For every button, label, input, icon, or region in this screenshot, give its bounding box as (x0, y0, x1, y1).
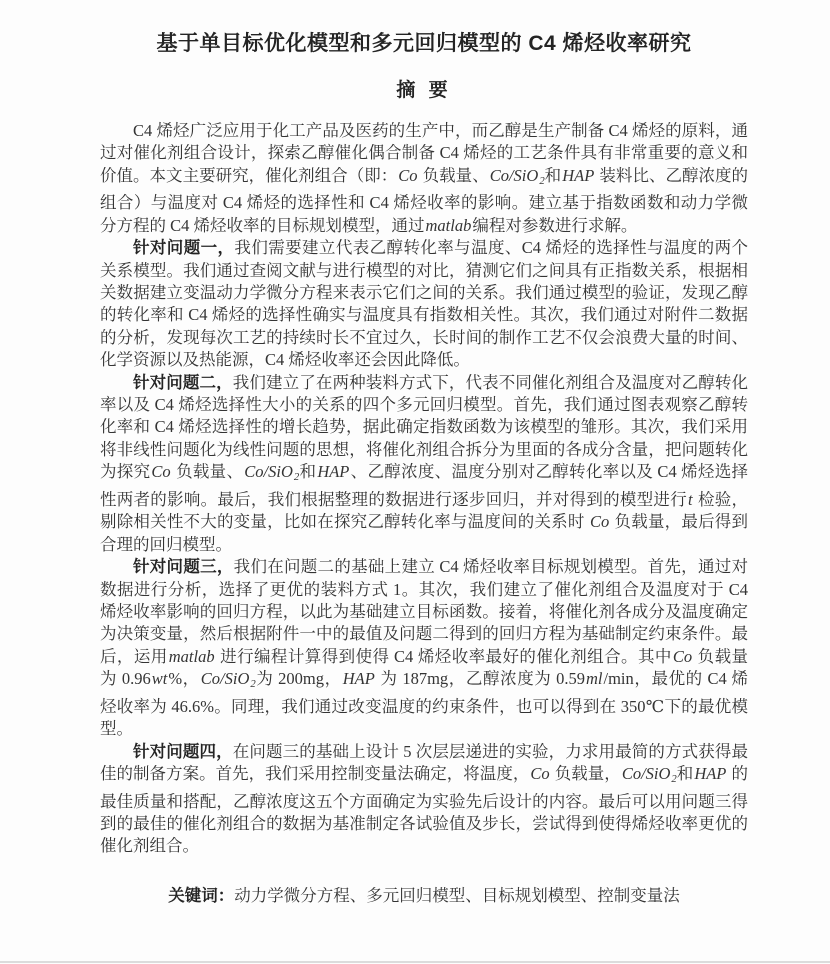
abstract-body (100, 120, 748, 858)
abstract-paragraph-problem-1: 针对问题一，我们需要建立代表乙醇转化率与温度、C4 烯烃的选择性与温度的两个关系模型。我们通过查阅文献与进行模型的对比，猜测它们之间具有正指数关系，根据相关数据建立变温动力学微分方程来表示它们之间的关系。我们通过模型的验证，发现乙醇的转化率和 C4 烯烃的选择性确实与温度具有指数相关性。其次，我们通过对附件二数据的分析，发现每次工艺的持续时长不宜过久，长时间的制作工艺不仅会浪费大量的时间、化学资源以及热能源，C4 烯烃收率还会因此降低。 (100, 238, 748, 370)
abstract-paragraph-problem-4: 针对问题四，在问题三的基础上设计 5 次层层递进的实验，力求用最简的方式获得最佳的制备方案。首先，我们采用控制变量法确定，将温度，Co 负载量，Co/SiO2和HAP 的最佳质量和搭配，乙醇浓度这五个方面确定为实验先后设计的内容。最后可以用问题三得到的最佳的催化剂组合的数据为基准制定各试验值及步长，尝试得到使得烯烃收率更优的催化剂组合。 (100, 741, 749, 856)
paper-title: 基于单目标优化模型和多元回归模型的 C4 烯烃收率研究 (156, 32, 692, 55)
abstract-paragraph-problem-2: 针对问题二，我们建立了在两种装料方式下，代表不同催化剂组合及温度对乙醇转化率以及 C4 烯烃选择性大小的关系的四个多元回归模型。首先，我们通过图表观察乙醇转化率和 C4 烯烃选择性的增长趋势，据此确定指数函数为该模型的雏形。其次，我们采用将非线性问题化为线性问题的思想，将催化剂组合拆分为里面的各成分含量，把问题转化为探究Co 负载量、Co/SiO2和HAP、乙醇浓度、温度分别对乙醇转化率以及 C4 烯烃选择性两者的影响。最后，我们根据整理的数据进行逐步回归，并对得到的模型进行t 检验，剔除相关性不大的变量，比如在探究乙醇转化率与温度间的关系时 Co 负载量，最后得到合理的回归模型。 (100, 372, 749, 554)
keywords-label: 关键词： (168, 886, 235, 905)
keywords-text: 动力学微分方程、多元回归模型、目标规划模型、控制变量法 (234, 885, 680, 905)
abstract-paragraph-problem-3: 针对问题三，我们在问题二的基础上建立 C4 烯烃收率目标规划模型。首先，通过对数据进行分析，选择了更优的装料方式 1。其次，我们建立了催化剂组合及温度对于 C4 烯烃收率影响的回归方程，以此为基础建立目标函数。接着，将催化剂各成分及温度确定为决策变量，然后根据附件一中的最值及问题二得到的回归方程为基础制定约束条件。最后，运用matlab 进行编程计算得到使得 C4 烯烃收率最好的催化剂组合。其中Co 负载量为 0.96wt%，Co/SiO2为 200mg，HAP 为 187mg，乙醇浓度为 0.59ml/min，最优的 C4 烯烃收率为 46.6%。同理，我们通过改变温度的约束条件，也可以得到在 350℃下的最优模型。 (100, 557, 748, 739)
keywords-line (100, 885, 748, 907)
abstract-heading: 摘 要 (396, 80, 452, 101)
abstract-paragraph-intro: C4 烯烃广泛应用于化工产品及医药的生产中，而乙醇是生产制备 C4 烯烃的原料，通过对催化剂组合设计，探索乙醇催化偶合制备 C4 烯烃的工艺条件具有非常重要的意义和价值。本文主要研究，催化剂组合（即：Co 负载量、Co/SiO2和HAP 装料比、乙醇浓度的组合）与温度对 C4 烯烃的选择性和 C4 烯烃收率的影响。建立基于指数函数和动力学微分方程的 C4 烯烃收率的目标规划模型，通过matlab编程对参数进行求解。 (100, 121, 749, 235)
